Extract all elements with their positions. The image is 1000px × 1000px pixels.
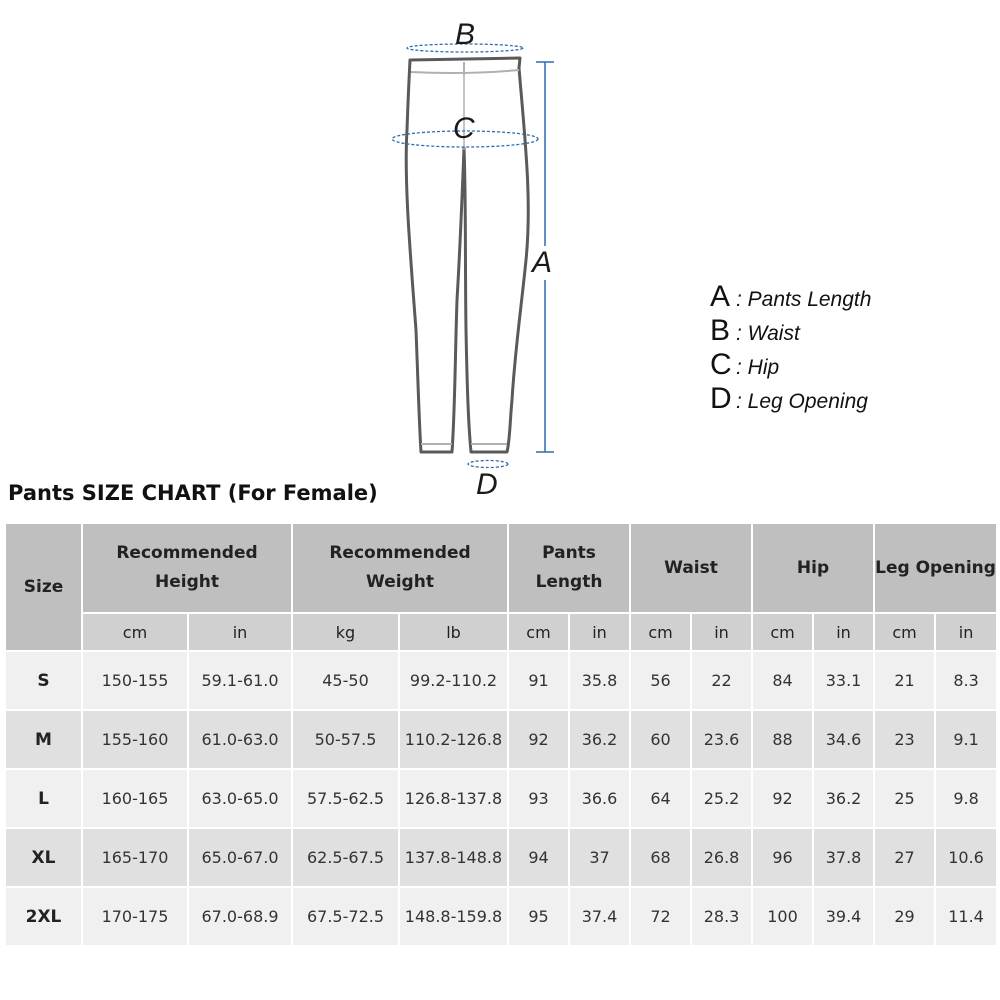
table-cell: 37.8 (813, 828, 874, 887)
marker-b: B (455, 18, 476, 51)
table-cell: 91 (508, 651, 569, 710)
table-cell: 63.0-65.0 (188, 769, 292, 828)
table-cell: 36.2 (569, 710, 630, 769)
marker-a: A (532, 246, 553, 279)
size-chart-title: Pants SIZE CHART (For Female) (8, 481, 378, 505)
table-cell: 170-175 (82, 887, 188, 946)
table-cell: 94 (508, 828, 569, 887)
table-cell: 39.4 (813, 887, 874, 946)
marker-c: C (453, 112, 475, 145)
leg-opening-measure-ellipse (468, 461, 508, 468)
unit-header: in (188, 613, 292, 651)
table-cell: 160-165 (82, 769, 188, 828)
table-cell: 22 (691, 651, 752, 710)
header-recommended-weight: Recommended Weight (292, 523, 508, 613)
table-cell: 126.8-137.8 (399, 769, 508, 828)
header-hip: Hip (752, 523, 874, 613)
table-cell: 27 (874, 828, 935, 887)
table-cell: 68 (630, 828, 691, 887)
table-cell: 57.5-62.5 (292, 769, 399, 828)
table-cell: 92 (508, 710, 569, 769)
table-cell: 92 (752, 769, 813, 828)
table-cell: 148.8-159.8 (399, 887, 508, 946)
table-row (5, 828, 997, 887)
size-chart-table (4, 522, 998, 947)
header-recommended-height: Recommended Height (82, 523, 292, 613)
unit-header: cm (752, 613, 813, 651)
table-cell: 72 (630, 887, 691, 946)
table-cell: 110.2-126.8 (399, 710, 508, 769)
table-cell: 45-50 (292, 651, 399, 710)
table-cell: 25.2 (691, 769, 752, 828)
table-cell: 37 (569, 828, 630, 887)
legend-text: : Waist (736, 322, 800, 345)
table-cell: 56 (630, 651, 691, 710)
table-cell: 26.8 (691, 828, 752, 887)
table-cell: 99.2-110.2 (399, 651, 508, 710)
table-cell: 100 (752, 887, 813, 946)
table-cell: 34.6 (813, 710, 874, 769)
table-cell: 35.8 (569, 651, 630, 710)
table-cell: 23 (874, 710, 935, 769)
unit-header: in (935, 613, 997, 651)
table-cell: 64 (630, 769, 691, 828)
unit-header: lb (399, 613, 508, 651)
legend-key: A (710, 280, 731, 313)
legend-key: D (710, 382, 732, 415)
table-cell: 67.0-68.9 (188, 887, 292, 946)
table-cell: 95 (508, 887, 569, 946)
unit-header: in (569, 613, 630, 651)
legend-text: : Hip (736, 356, 780, 379)
unit-header: cm (874, 613, 935, 651)
table-cell: 88 (752, 710, 813, 769)
table-cell: 29 (874, 887, 935, 946)
unit-header: in (691, 613, 752, 651)
table-cell: 60 (630, 710, 691, 769)
table-cell: 10.6 (935, 828, 997, 887)
table-row (5, 710, 997, 769)
marker-d: D (476, 468, 498, 501)
table-cell: 65.0-67.0 (188, 828, 292, 887)
size-label-cell: S (5, 651, 82, 710)
legend-text: : Pants Length (736, 288, 872, 311)
table-cell: 96 (752, 828, 813, 887)
table-cell: 25 (874, 769, 935, 828)
table-cell: 11.4 (935, 887, 997, 946)
table-cell: 28.3 (691, 887, 752, 946)
header-waist: Waist (630, 523, 752, 613)
legend-key: C (710, 348, 732, 381)
unit-header: kg (292, 613, 399, 651)
legend-item (710, 348, 871, 382)
table-cell: 21 (874, 651, 935, 710)
unit-header: cm (508, 613, 569, 651)
table-cell: 62.5-67.5 (292, 828, 399, 887)
header-size: Size (5, 523, 82, 651)
table-cell: 67.5-72.5 (292, 887, 399, 946)
size-label-cell: L (5, 769, 82, 828)
table-cell: 23.6 (691, 710, 752, 769)
header-leg-opening: Leg Opening (874, 523, 997, 613)
table-cell: 59.1-61.0 (188, 651, 292, 710)
header-pants-length: Pants Length (508, 523, 630, 613)
table-cell: 33.1 (813, 651, 874, 710)
table-cell: 165-170 (82, 828, 188, 887)
table-cell: 50-57.5 (292, 710, 399, 769)
measurement-legend (710, 280, 871, 416)
size-label-cell: M (5, 710, 82, 769)
table-cell: 9.8 (935, 769, 997, 828)
legend-item (710, 382, 871, 416)
unit-header: cm (82, 613, 188, 651)
legend-item (710, 314, 871, 348)
table-cell: 9.1 (935, 710, 997, 769)
table-row (5, 651, 997, 710)
table-cell: 137.8-148.8 (399, 828, 508, 887)
table-cell: 61.0-63.0 (188, 710, 292, 769)
size-label-cell: XL (5, 828, 82, 887)
table-cell: 150-155 (82, 651, 188, 710)
table-cell: 36.2 (813, 769, 874, 828)
legend-key: B (710, 314, 731, 347)
table-cell: 84 (752, 651, 813, 710)
table-row (5, 769, 997, 828)
table-cell: 93 (508, 769, 569, 828)
size-table-body (5, 651, 997, 946)
table-cell: 36.6 (569, 769, 630, 828)
table-cell: 155-160 (82, 710, 188, 769)
table-cell: 8.3 (935, 651, 997, 710)
size-label-cell: 2XL (5, 887, 82, 946)
unit-header: in (813, 613, 874, 651)
legend-text: : Leg Opening (736, 390, 868, 413)
unit-header: cm (630, 613, 691, 651)
table-cell: 37.4 (569, 887, 630, 946)
legend-item (710, 280, 871, 314)
table-row (5, 887, 997, 946)
